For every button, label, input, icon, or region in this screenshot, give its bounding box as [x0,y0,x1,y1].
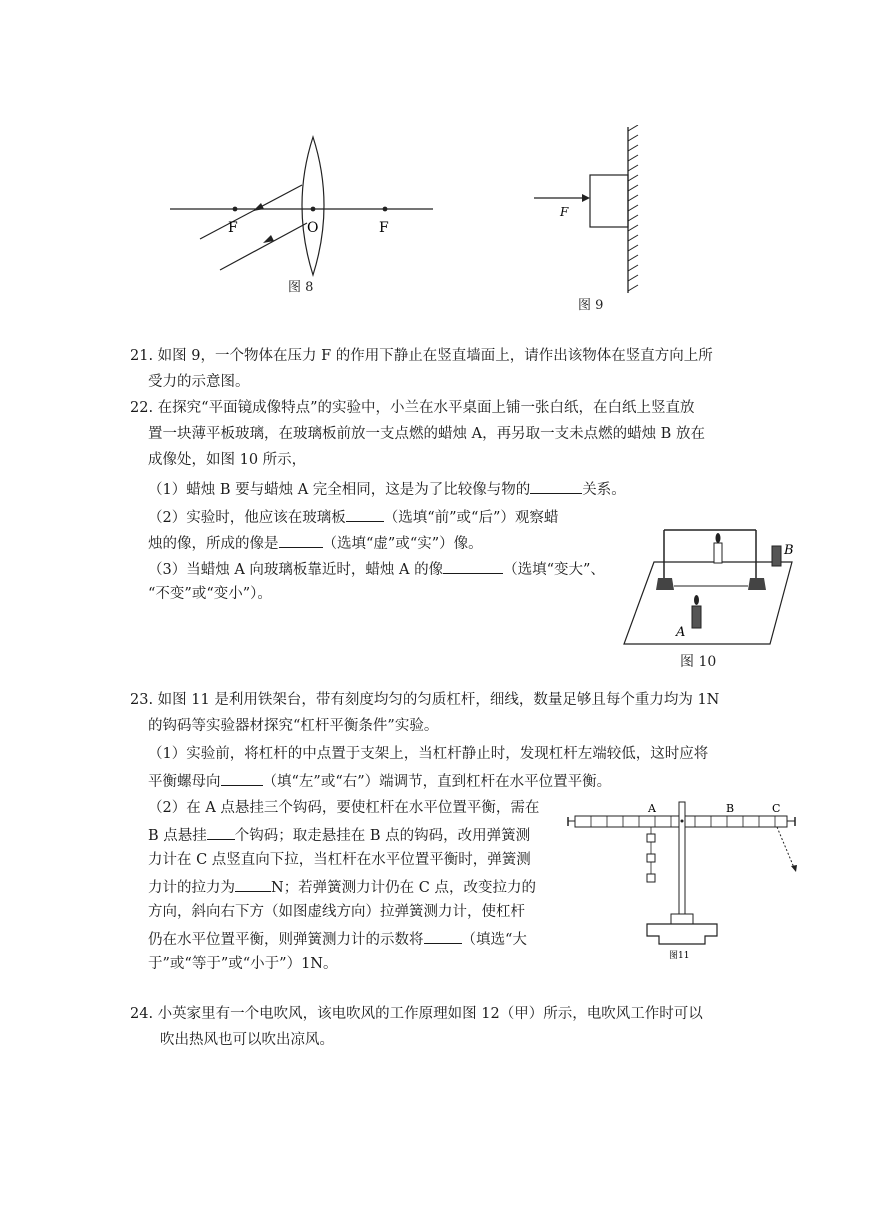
q22-part2-cont [148,532,483,554]
q24-line1: 24. 小英家里有一个电吹风，该电吹风的工作原理如图 12（甲）所示，电吹风工作时可以 [130,1006,703,1022]
q23-part2-l7: 于”或“等于”或“小于”）1N。 [148,956,338,972]
q22-p2-text-c: 烛的像，所成的像是 [148,536,279,552]
figure-11-lever [565,796,805,968]
figure-8-caption: 图 8 [288,280,314,295]
q23-blank-2[interactable] [207,824,235,840]
q22-line1: 22. 在探究“平面镜成像特点”的实验中，小兰在水平桌面上铺一张白纸，在白纸上竖直放 [130,400,695,416]
q23-blank-4[interactable] [424,928,462,944]
fig8-label-f-right: F [379,220,389,236]
q22-p3-text-b: （选填“变大”、 [503,562,605,578]
q23-part2-l2 [148,824,530,846]
q23-p2-text-c: 个钩码；取走悬挂在 B 点的钩码，改用弹簧测 [234,828,531,844]
q22-part2 [148,506,558,528]
q23-part1: （1）实验前，将杠杆的中点置于支架上，当杠杆静止时，发现杠杆左端较低，这时应将 [148,746,709,762]
fig9-label-f: F [560,205,569,219]
q22-blank-4[interactable] [443,558,503,574]
q23-part2-l3: 力计在 C 点竖直向下拉，当杠杆在水平位置平衡时，弹簧测 [148,852,531,868]
fig10-label-a: A [676,625,686,640]
q22-part3 [148,558,605,580]
q22-blank-3[interactable] [279,532,323,548]
q22-p2-text-d: （选填“虚”或“实”）像。 [322,536,483,552]
q23-part2-l6 [148,928,527,950]
fig10-label-b: B [784,543,794,558]
q23-part2-l5: 方向，斜向右下方（如图虚线方向）拉弹簧测力计，使杠杆 [148,904,525,920]
q23-p2-text-h: 仍在水平位置平衡，则弹簧测力计的示数将 [148,932,424,948]
q23-p2-text-b: B 点悬挂 [148,828,207,844]
q23-p2-text-i: （填选“大 [461,932,527,948]
q23-line2: 的钩码等实验器材探究“杠杆平衡条件”实验。 [148,718,439,734]
q21-line1: 21. 如图 9，一个物体在压力 F 的作用下静止在竖直墙面上，请作出该物体在竖直方向上所 [130,348,713,364]
q22-part1 [148,478,626,500]
fig11-label-c: C [772,802,781,815]
q21-line2: 受力的示意图。 [148,374,250,390]
q23-part2: （2）在 A 点悬挂三个钩码，要使杠杆在水平位置平衡，需在 [148,800,540,816]
q22-line3: 成像处，如图 10 所示， [148,452,307,468]
figure-10-plane-mirror [622,510,804,650]
q23-line1: 23. 如图 11 是利用铁架台，带有刻度均匀的匀质杠杆，细线，数量足够且每个重力均为 1N [130,692,720,708]
fig11-label-b: B [726,802,735,815]
q22-p2-text-a: （2）实验时，他应该在玻璃板 [148,510,346,526]
q23-p1-text-c: （填“左”或“右”）端调节，直到杠杆在水平位置平衡。 [262,774,612,790]
q22-p2-text-b: （选填“前”或“后”）观察蜡 [383,510,559,526]
fig11-label-a: A [648,802,656,815]
q22-line2: 置一块薄平板玻璃，在玻璃板前放一支点燃的蜡烛 A，再另取一支未点燃的蜡烛 B 放在 [148,426,705,442]
q22-part3-cont: “不变”或“变小”）。 [148,586,272,602]
q22-blank-2[interactable] [346,506,384,522]
q22-p1-text-a: （1）蜡烛 B 要与蜡烛 A 完全相同，这是为了比较像与物的 [148,482,531,498]
figure-11-caption: 图11 [669,951,690,961]
fig8-label-o: O [307,220,319,236]
q23-blank-1[interactable] [221,770,263,786]
fig8-label-f-left: F [228,220,238,236]
q23-p2-text-e: 力计的拉力为 [148,880,235,896]
q24-line2: 吹出热风也可以吹出凉风。 [160,1032,334,1048]
q22-blank-1[interactable] [530,478,582,494]
figure-10-caption: 图 10 [680,654,717,670]
q23-p1-text-b: 平衡螺母向 [148,774,221,790]
q23-part2-l4 [148,876,536,898]
figure-9-caption: 图 9 [578,298,604,313]
q23-part1-cont [148,770,611,792]
q22-p3-text-a: （3）当蜡烛 A 向玻璃板靠近时，蜡烛 A 的像 [148,562,444,578]
q22-p1-text-b: 关系。 [582,482,626,498]
q23-blank-3[interactable] [235,876,271,892]
q23-p2-text-f: N；若弹簧测力计仍在 C 点，改变拉力的 [271,880,536,896]
figure-9-block-on-wall [528,125,648,297]
